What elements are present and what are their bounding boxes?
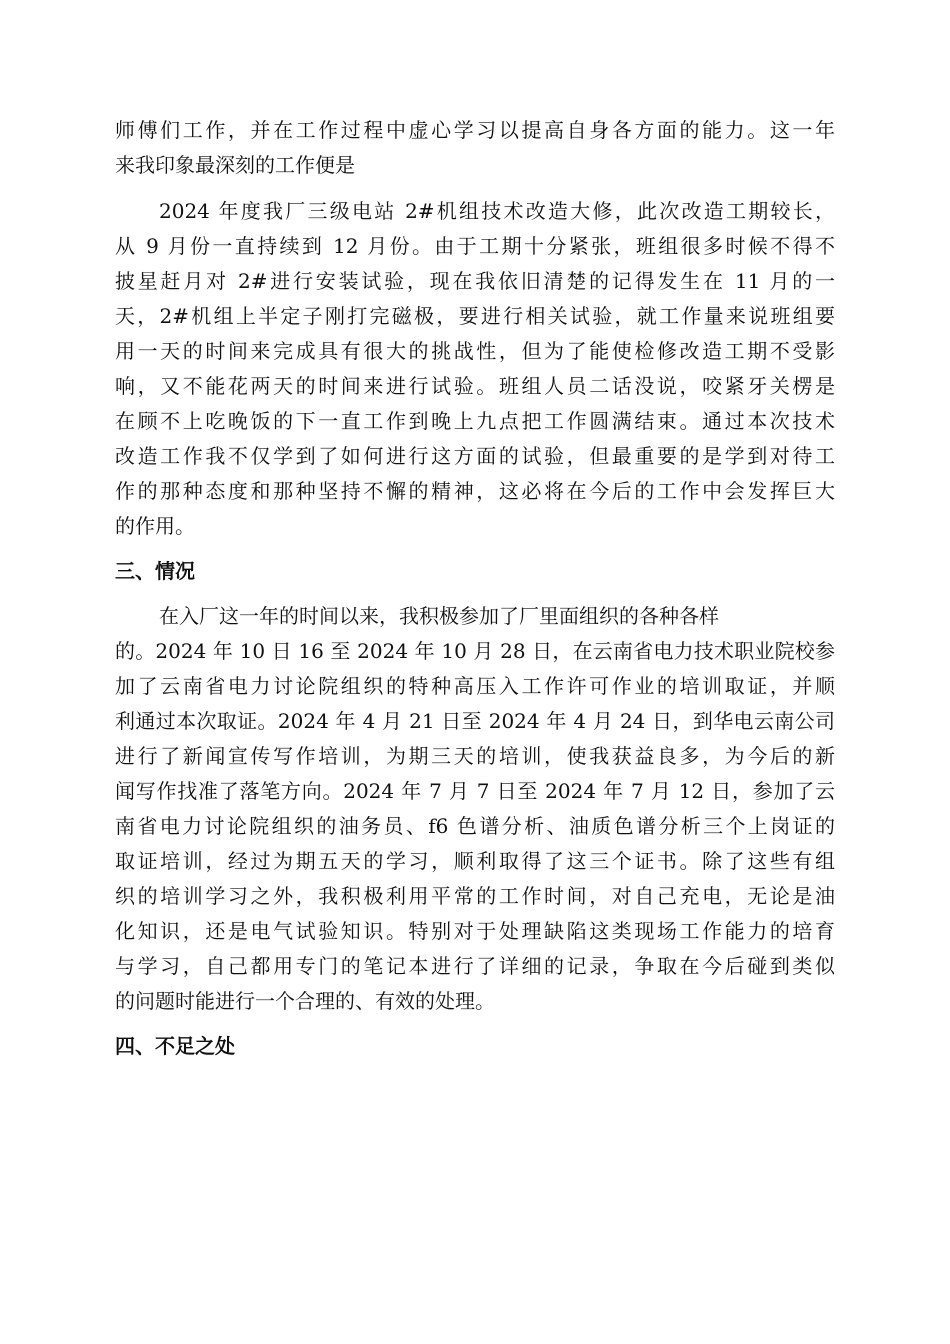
text-line: 利通过本次取证。2024 年 4 月 21 日至 2024 年 4 月 24 日，到华电云南公司 [115,709,835,733]
text-line: 作的那种态度和那种坚持不懈的精神，这必将在今后的工作中会发挥巨大 [115,479,835,503]
text-line: 南省电力讨论院组织的油务员、f6 色谱分析、油质色谱分析三个上岗证的 [115,814,835,838]
text-line: 在顾不上吃晚饭的下一直工作到晚上九点把工作圆满结束。通过本次技术 [115,409,835,433]
paragraph-renovation [115,194,835,544]
text-line: 织的培训学习之外，我积极利用平常的工作时间，对自己充电，无论是油 [115,884,835,908]
paragraph-intro [115,113,835,183]
text-line: 改造工作我不仅学到了如何进行这方面的试验，但最重要的是学到对待工 [115,444,835,468]
text-line: 闻写作找准了落笔方向。2024 年 7 月 7 日至 2024 年 7 月 12 日，参加了云 [115,779,835,803]
document-page [115,113,835,1074]
text-line: 用一天的时间来完成具有很大的挑战性，但为了能使检修改造工期不受影 [115,339,835,363]
text-line: 加了云南省电力讨论院组织的特种高压入工作许可作业的培训取证，并顺 [115,674,835,698]
text-line: 取证培训，经过为期五天的学习，顺利取得了这三个证书。除了这些有组 [115,849,835,873]
text-line: 来我印象最深刻的工作便是 [115,153,355,177]
text-line: 2024 年度我厂三级电站 2#机组技术改造大修，此次改造工期较长， [159,199,835,223]
text-line: 化知识，还是电气试验知识。特别对于处理缺陷这类现场工作能力的培育 [115,919,835,943]
text-line: 从 9 月份一直持续到 12 月份。由于工期十分紧张，班组很多时候不得不 [115,234,835,258]
text-line: 进行了新闻宣传写作培训，为期三天的培训，使我获益良多，为今后的新 [115,744,835,768]
text-line: 与学习，自己都用专门的笔记本进行了详细的记录，争取在今后碰到类似 [115,954,835,978]
text-line: 的问题时能进行一个合理的、有效的处理。 [115,989,495,1013]
text-line: 响，又不能花两天的时间来进行试验。班组人员二话没说，咬紧牙关楞是 [115,374,835,398]
text-line: 的作用。 [115,514,195,538]
section-heading: 三、情况 [115,559,195,583]
text-line: 天，2#机组上半定子刚打完磁极，要进行相关试验，就工作量来说班组要 [115,304,835,328]
text-line: 师傅们工作，并在工作过程中虚心学习以提高自身各方面的能力。这一年 [115,118,835,142]
text-line: 的。2024 年 10 日 16 至 2024 年 10 月 28 日，在云南省电力技术职业院校参 [115,639,835,663]
text-line: 披星赶月对 2#进行安装试验，现在我依旧清楚的记得发生在 11 月的一 [115,269,835,293]
text-line: 在入厂这一年的时间以来，我积极参加了厂里面组织的各种各样 [159,604,719,628]
section-heading: 四、不足之处 [115,1034,235,1058]
paragraph-training [115,599,835,1019]
